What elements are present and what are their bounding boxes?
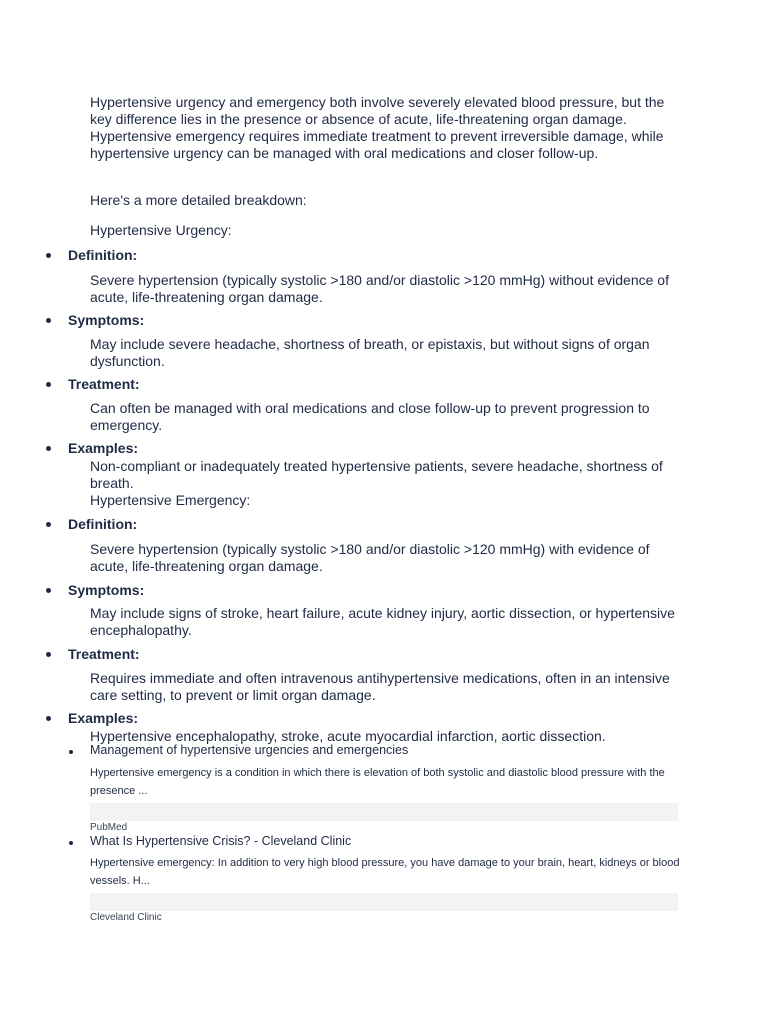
emergency-treatment-label: Treatment: bbox=[68, 646, 140, 662]
bullet-dot bbox=[46, 382, 51, 387]
emergency-heading: Hypertensive Emergency: bbox=[90, 492, 251, 508]
bullet-dot bbox=[46, 446, 51, 451]
bullet-dot bbox=[46, 318, 51, 323]
source-name: Cleveland Clinic bbox=[90, 912, 162, 923]
emergency-definition-text: Severe hypertension (typically systolic >180 and/or diastolic >120 mmHg) with evidence of acute, life-threatening organ damage. bbox=[90, 541, 650, 574]
urgency-treatment-label: Treatment: bbox=[68, 376, 140, 392]
breakdown-intro: Here's a more detailed breakdown: bbox=[90, 192, 307, 208]
urgency-heading: Hypertensive Urgency: bbox=[90, 222, 232, 238]
source-link-cleveland-clinic[interactable]: What Is Hypertensive Crisis? - Cleveland Clinic bbox=[90, 834, 352, 848]
emergency-treatment-text: Requires immediate and often intravenous antihypertensive medications, often in an intensive care setting, to prevent or limit organ damage. bbox=[90, 670, 670, 703]
bullet-dot bbox=[46, 253, 51, 258]
urgency-examples-label: Examples: bbox=[68, 440, 139, 456]
source-bullet bbox=[69, 750, 73, 754]
bullet-dot bbox=[46, 652, 51, 657]
emergency-examples-label: Examples: bbox=[68, 710, 139, 726]
source-snippet: Hypertensive emergency: In addition to very high blood pressure, you have damage to your brain, heart, kidneys or blood vessels. H... bbox=[90, 857, 680, 887]
bullet-dot bbox=[46, 716, 51, 721]
bullet-dot bbox=[46, 522, 51, 527]
urgency-treatment-text: Can often be managed with oral medications and close follow-up to prevent progression to emergency. bbox=[90, 400, 650, 433]
emergency-definition-label: Definition: bbox=[68, 516, 138, 532]
source-bullet bbox=[69, 841, 73, 845]
urgency-symptoms-text: May include severe headache, shortness of breath, or epistaxis, but without signs of organ dysfunction. bbox=[90, 336, 650, 369]
source-name: PubMed bbox=[90, 822, 128, 833]
emergency-symptoms-label: Symptoms: bbox=[68, 582, 145, 598]
urgency-definition-label: Definition: bbox=[68, 247, 138, 263]
bullet-dot bbox=[46, 588, 51, 593]
source-link-pubmed[interactable]: Management of hypertensive urgencies and emergencies bbox=[90, 743, 409, 757]
emergency-examples-text: Hypertensive encephalopathy, stroke, acute myocardial infarction, aortic dissection. bbox=[90, 728, 606, 744]
urgency-symptoms-label: Symptoms: bbox=[68, 312, 145, 328]
source-preview-bar bbox=[90, 893, 678, 911]
emergency-symptoms-text: May include signs of stroke, heart failure, acute kidney injury, aortic dissection, or hypertensive encephalopathy. bbox=[90, 605, 675, 638]
intro-paragraph: Hypertensive urgency and emergency both involve severely elevated blood pressure, but the key difference lies in the presence or absence of acute, life-threatening organ damage. Hypertensive emergency requires immediate treatment to prevent irreversible damage, while hypertensive urgency can be managed with oral medications and closer follow-up. bbox=[90, 94, 665, 161]
urgency-definition-text: Severe hypertension (typically systolic >180 and/or diastolic >120 mmHg) without evidence of acute, life-threatening organ damage. bbox=[90, 272, 669, 305]
urgency-examples-text: Non-compliant or inadequately treated hypertensive patients, severe headache, shortness of breath. bbox=[90, 458, 663, 491]
source-preview-bar bbox=[90, 803, 678, 821]
source-snippet: Hypertensive emergency is a condition in which there is elevation of both systolic and diastolic blood pressure with the presence ... bbox=[90, 767, 665, 797]
